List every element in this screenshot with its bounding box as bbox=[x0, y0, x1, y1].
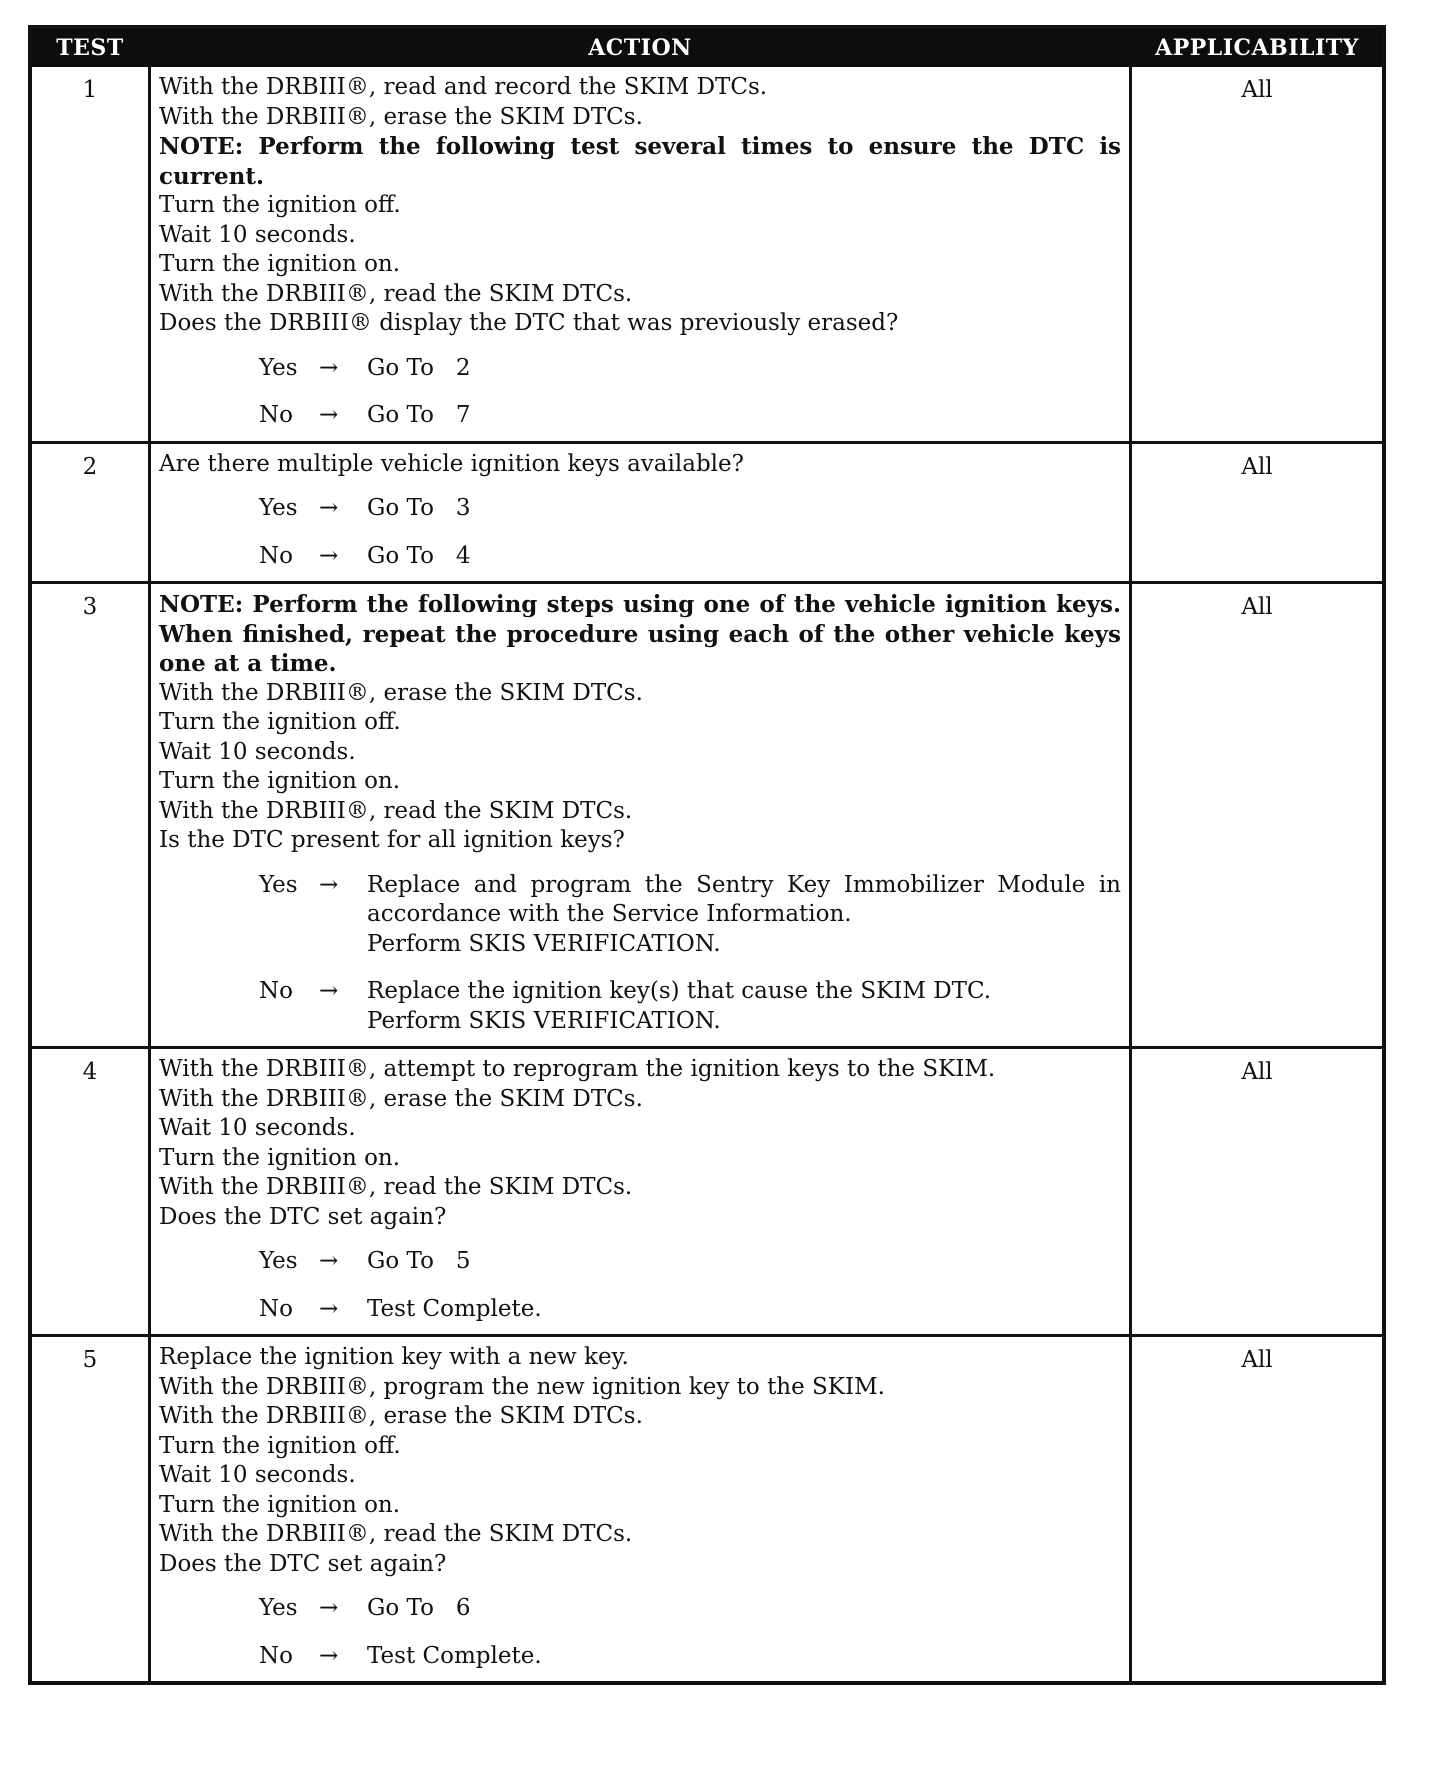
branch-no bbox=[159, 1642, 1121, 1672]
test-number: 5 bbox=[82, 1347, 98, 1373]
table-row bbox=[32, 441, 1382, 582]
branch-action bbox=[367, 401, 1121, 431]
action-line: Turn the ignition off. bbox=[159, 709, 401, 735]
action-cell bbox=[148, 1337, 1132, 1681]
test-number: 1 bbox=[82, 77, 98, 103]
branch-label: Yes bbox=[259, 1595, 298, 1621]
header-applicability: APPLICABILITY bbox=[1155, 35, 1359, 61]
table-row bbox=[32, 67, 1382, 441]
applicability-cell: All bbox=[1241, 1059, 1273, 1085]
action-line: Turn the ignition off. bbox=[159, 192, 401, 218]
branch-action-line: Go To 3 bbox=[367, 495, 471, 521]
action-line: Turn the ignition on. bbox=[159, 251, 401, 277]
branch-yes bbox=[159, 1594, 1121, 1624]
branch-action-line: Perform SKIS VERIFICATION. bbox=[367, 1007, 721, 1034]
diagnostic-test-table bbox=[28, 25, 1386, 1685]
arrow-icon: → bbox=[319, 1595, 339, 1621]
action-line: Turn the ignition on. bbox=[159, 1144, 401, 1171]
branch-yes bbox=[159, 494, 1121, 524]
branch-action bbox=[367, 494, 1121, 524]
branch-action bbox=[367, 1247, 1121, 1277]
action-line: With the DRBIII®, erase the SKIM DTCs. bbox=[159, 1085, 643, 1112]
header-test: TEST bbox=[56, 35, 124, 61]
branch-action-line: Test Complete. bbox=[367, 1642, 542, 1669]
branch-list bbox=[159, 871, 1129, 1037]
action-line: Is the DTC present for all ignition keys? bbox=[159, 827, 625, 853]
arrow-icon: → bbox=[319, 978, 339, 1004]
arrow-icon: → bbox=[319, 402, 339, 428]
branch-action bbox=[367, 542, 1121, 572]
action-line: Does the DRBIII® display the DTC that was previously erased? bbox=[159, 310, 899, 336]
action-line: With the DRBIII®, read the SKIM DTCs. bbox=[159, 1521, 633, 1547]
note-text: NOTE: Perform the following test several times to ensure the DTC is current. bbox=[159, 133, 1121, 190]
branch-label: No bbox=[259, 542, 293, 569]
action-cell bbox=[148, 67, 1132, 441]
branch-label: No bbox=[259, 978, 293, 1004]
table-body bbox=[32, 67, 1382, 1681]
branch-list bbox=[159, 354, 1121, 431]
arrow-icon: → bbox=[319, 1642, 339, 1669]
arrow-icon: → bbox=[319, 354, 339, 381]
action-line: With the DRBIII®, erase the SKIM DTCs. bbox=[159, 1403, 643, 1429]
branch-label: Yes bbox=[259, 1248, 298, 1274]
action-line: Wait 10 seconds. bbox=[159, 1462, 356, 1488]
branch-yes bbox=[159, 1247, 1121, 1277]
arrow-icon: → bbox=[319, 495, 339, 521]
branch-no bbox=[159, 1295, 1121, 1325]
arrow-icon: → bbox=[319, 1248, 339, 1274]
arrow-icon: → bbox=[319, 542, 339, 569]
branch-label: No bbox=[259, 1295, 293, 1322]
action-line: With the DRBIII®, read the SKIM DTCs. bbox=[159, 797, 633, 824]
note-text: NOTE: Perform the following steps using one of the vehicle ignition keys. When finished, repeat the procedure using each of the other vehicle keys one at a time. bbox=[159, 591, 1121, 677]
action-line: Does the DTC set again? bbox=[159, 1203, 447, 1230]
branch-list bbox=[159, 1247, 1121, 1324]
branch-action-line: Perform SKIS VERIFICATION. bbox=[367, 930, 721, 957]
applicability-cell: All bbox=[1241, 453, 1273, 480]
branch-action-line: Go To 4 bbox=[367, 542, 471, 569]
action-line: With the DRBIII®, program the new ignition key to the SKIM. bbox=[159, 1373, 885, 1400]
branch-action-line: Go To 6 bbox=[367, 1595, 471, 1621]
branch-yes bbox=[159, 354, 1121, 384]
action-line: With the DRBIII®, erase the SKIM DTCs. bbox=[159, 679, 643, 706]
action-line: With the DRBIII®, attempt to reprogram the ignition keys to the SKIM. bbox=[159, 1056, 996, 1082]
action-line: Does the DTC set again? bbox=[159, 1550, 447, 1577]
branch-label: Yes bbox=[259, 495, 298, 521]
action-line: Wait 10 seconds. bbox=[159, 738, 356, 765]
action-line: Turn the ignition on. bbox=[159, 768, 401, 794]
header-action: ACTION bbox=[588, 35, 692, 61]
branch-action-line: Go To 5 bbox=[367, 1248, 471, 1274]
branch-action-line: Replace the ignition key(s) that cause the SKIM DTC. bbox=[367, 978, 992, 1004]
branch-label: No bbox=[259, 402, 293, 428]
arrow-icon: → bbox=[319, 871, 339, 898]
action-cell bbox=[148, 1049, 1132, 1334]
test-number: 3 bbox=[82, 594, 98, 620]
applicability-cell: All bbox=[1241, 594, 1273, 620]
table-header bbox=[32, 29, 1382, 67]
action-line: Replace the ignition key with a new key. bbox=[159, 1344, 629, 1370]
action-line: With the DRBIII®, read the SKIM DTCs. bbox=[159, 1174, 633, 1200]
branch-label: No bbox=[259, 1642, 293, 1669]
action-line: With the DRBIII®, read and record the SKIM DTCs. bbox=[159, 74, 768, 100]
branch-label: Yes bbox=[259, 871, 298, 898]
branch-list bbox=[159, 1594, 1121, 1671]
branch-action bbox=[367, 1594, 1121, 1624]
branch-action bbox=[367, 1642, 1121, 1672]
branch-action-line: Go To 7 bbox=[367, 402, 471, 428]
branch-action bbox=[367, 977, 1121, 1036]
test-number: 4 bbox=[82, 1059, 98, 1085]
branch-yes bbox=[159, 871, 1129, 960]
branch-no bbox=[159, 401, 1121, 431]
table-row bbox=[32, 581, 1382, 1046]
table-row bbox=[32, 1046, 1382, 1334]
action-line: Wait 10 seconds. bbox=[159, 1115, 356, 1141]
applicability-cell: All bbox=[1241, 1347, 1273, 1373]
branch-action bbox=[367, 1295, 1121, 1325]
action-cell bbox=[148, 444, 1132, 582]
branch-label: Yes bbox=[259, 354, 298, 381]
action-cell bbox=[148, 584, 1132, 1046]
test-number: 2 bbox=[82, 453, 98, 480]
branch-action-line: Replace and program the Sentry Key Immobilizer Module in accordance with the Service Information. bbox=[367, 871, 1129, 927]
branch-list bbox=[159, 494, 1121, 571]
branch-no bbox=[159, 542, 1121, 572]
action-line: Turn the ignition on. bbox=[159, 1491, 401, 1518]
branch-action bbox=[367, 354, 1121, 384]
branch-action bbox=[367, 871, 1129, 960]
action-line: Are there multiple vehicle ignition keys available? bbox=[159, 450, 744, 477]
branch-action-line: Test Complete. bbox=[367, 1295, 542, 1322]
action-line: With the DRBIII®, read the SKIM DTCs. bbox=[159, 280, 633, 307]
applicability-cell: All bbox=[1241, 77, 1273, 103]
table-row bbox=[32, 1334, 1382, 1681]
action-line: Wait 10 seconds. bbox=[159, 221, 356, 248]
arrow-icon: → bbox=[319, 1295, 339, 1322]
action-line: With the DRBIII®, erase the SKIM DTCs. bbox=[159, 103, 643, 130]
action-line: Turn the ignition off. bbox=[159, 1432, 401, 1459]
branch-no bbox=[159, 977, 1121, 1036]
branch-action-line: Go To 2 bbox=[367, 354, 471, 381]
